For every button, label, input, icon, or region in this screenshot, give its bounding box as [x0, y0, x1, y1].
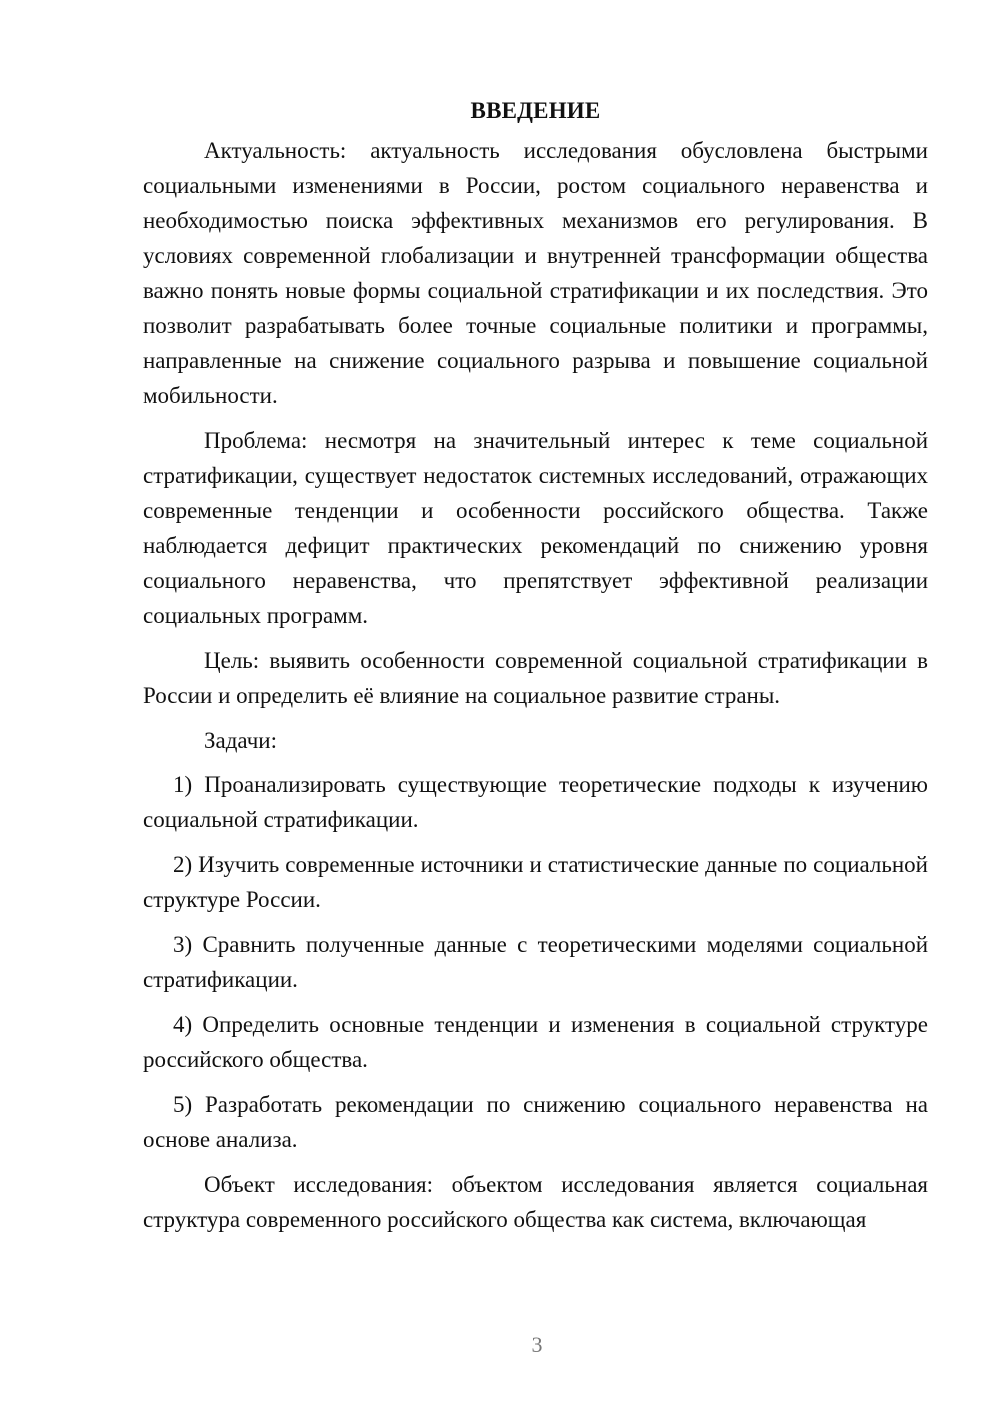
task-item-4: 4) Определить основные тенденции и изменения в социальной структуре российского общества.: [143, 1012, 928, 1072]
goal-paragraph: Цель: выявить особенности современной социальной стратификации в России и определить её влияние на социальное развитие страны.: [143, 648, 928, 708]
task-item-3: 3) Сравнить полученные данные с теоретическими моделями социальной стратификации.: [143, 932, 928, 992]
problem-paragraph: Проблема: несмотря на значительный интерес к теме социальной стратификации, существует недостаток системных исследований, отражающих современные тенденции и особенности российского общества. Также наблюдается дефицит практических рекомендаций по снижению уровня социального неравенства, что препятствует эффективной реализации социальных программ.: [143, 428, 928, 628]
task-item-5: 5) Разработать рекомендации по снижению социального неравенства на основе анализа.: [143, 1092, 928, 1152]
task-item-2: 2) Изучить современные источники и статистические данные по социальной структуре России.: [143, 852, 928, 912]
page-title: ВВЕДЕНИЕ: [470, 98, 601, 123]
document-page: [143, 95, 928, 1247]
relevance-paragraph: Актуальность: актуальность исследования обусловлена быстрыми социальными изменениями в России, ростом социального неравенства и необходимостью поиска эффективных механизмов его регулирования. В условиях современной глобализации и внутренней трансформации общества важно понять новые формы социальной стратификации и их последствия. Это позволит разрабатывать более точные социальные политики и программы, направленные на снижение социального разрыва и повышение социальной мобильности.: [143, 138, 928, 408]
object-paragraph: Объект исследования: объектом исследования является социальная структура современного российского общества как система, включающая: [143, 1172, 928, 1232]
tasks-label: Задачи:: [204, 728, 277, 753]
task-item-1: 1) Проанализировать существующие теоретические подходы к изучению социальной стратификации.: [143, 772, 928, 832]
page-number: 3: [531, 1332, 543, 1357]
